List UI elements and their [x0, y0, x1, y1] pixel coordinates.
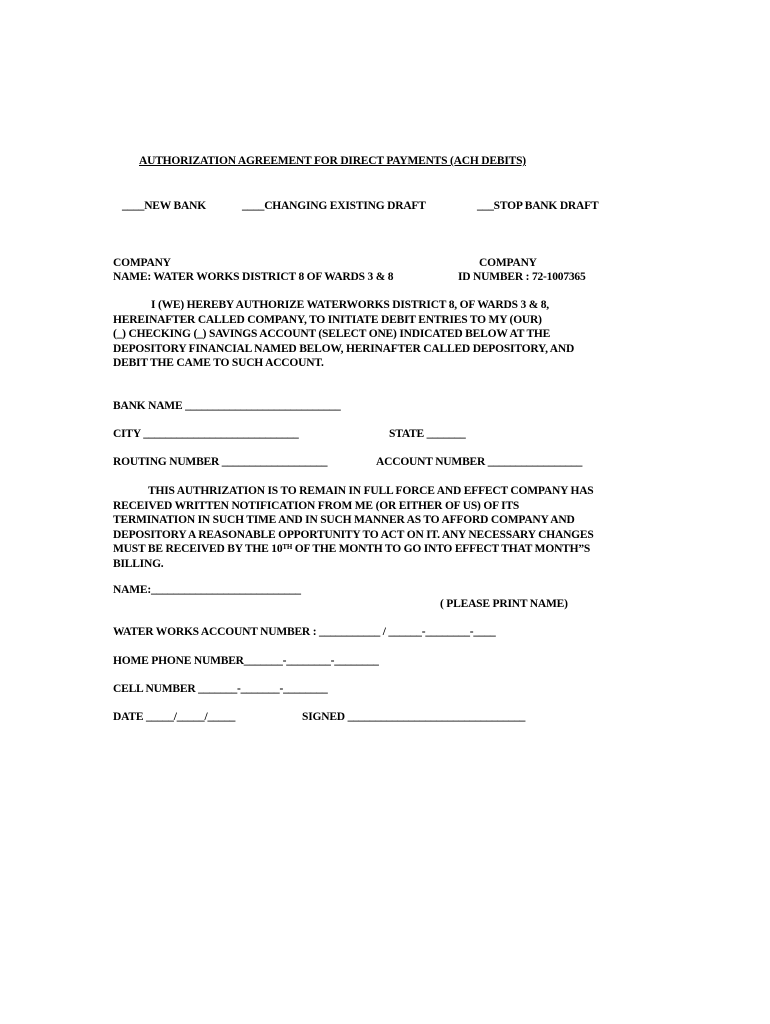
- validity-line-end: OF THE MONTH TO GO INTO EFFECT THAT MONTH”S: [292, 543, 591, 555]
- state-field[interactable]: STATE _______: [389, 428, 466, 440]
- water-works-account-field[interactable]: WATER WORKS ACCOUNT NUMBER : ___________ / ______-________-____: [113, 626, 496, 638]
- validity-line: [113, 542, 658, 557]
- validity-paragraph: [113, 484, 658, 571]
- signature-field[interactable]: SIGNED ________________________________: [302, 711, 526, 723]
- routing-number-field[interactable]: ROUTING NUMBER ___________________: [113, 456, 328, 468]
- home-phone-field[interactable]: HOME PHONE NUMBER_______-________-________: [113, 655, 379, 667]
- changing-draft-option: ____CHANGING EXISTING DRAFT: [242, 200, 426, 212]
- stop-draft-option: ___STOP BANK DRAFT: [477, 200, 599, 212]
- authorization-paragraph: [113, 298, 658, 371]
- document-title: AUTHORIZATION AGREEMENT FOR DIRECT PAYMENTS (ACH DEBITS): [139, 155, 526, 167]
- ordinal-suffix: TH: [282, 543, 293, 551]
- auth-line: HEREINAFTER CALLED COMPANY, TO INITIATE DEBIT ENTRIES TO MY (OUR): [113, 313, 542, 326]
- validity-line: DEPOSITORY A REASONABLE OPPORTUNITY TO ACT ON IT. ANY NECESSARY CHANGES: [113, 528, 594, 541]
- account-number-field[interactable]: ACCOUNT NUMBER _________________: [376, 456, 583, 468]
- validity-line: BILLING.: [113, 557, 164, 570]
- company-name-label: COMPANY: [113, 257, 171, 269]
- auth-line: DEPOSITORY FINANCIAL NAMED BELOW, HERINAFTER CALLED DEPOSITORY, AND: [113, 342, 575, 355]
- new-bank-option: ____NEW BANK: [122, 200, 206, 212]
- validity-line-start: MUST BE RECEIVED BY THE 10: [113, 543, 283, 555]
- bank-name-field[interactable]: BANK NAME ____________________________: [113, 400, 341, 412]
- validity-line: RECEIVED WRITTEN NOTIFICATION FROM ME (OR EITHER OF US) OF ITS: [113, 499, 520, 512]
- auth-line: I (WE) HEREBY AUTHORIZE WATERWORKS DISTRICT 8, OF WARDS 3 & 8,: [151, 299, 549, 311]
- auth-line: DEBIT THE CAME TO SUCH ACCOUNT.: [113, 357, 324, 369]
- company-id-label: COMPANY: [479, 257, 537, 269]
- company-name-value: NAME: WATER WORKS DISTRICT 8 OF WARDS 3 & 8: [113, 271, 394, 283]
- name-field[interactable]: NAME:___________________________: [113, 584, 301, 596]
- validity-line: TERMINATION IN SUCH TIME AND IN SUCH MANNER AS TO AFFORD COMPANY AND: [113, 514, 575, 526]
- cell-number-field[interactable]: CELL NUMBER _______-_______-________: [113, 683, 328, 695]
- city-field[interactable]: CITY ____________________________: [113, 428, 299, 440]
- auth-line: (_) CHECKING (_) SAVINGS ACCOUNT (SELECT ONE) INDICATED BELOW AT THE: [113, 328, 551, 340]
- validity-line: THIS AUTHRIZATION IS TO REMAIN IN FULL FORCE AND EFFECT COMPANY HAS: [148, 485, 594, 497]
- print-name-note: ( PLEASE PRINT NAME): [440, 598, 568, 610]
- company-id-value: ID NUMBER : 72-1007365: [458, 271, 586, 283]
- date-field[interactable]: DATE _____/_____/_____: [113, 711, 236, 723]
